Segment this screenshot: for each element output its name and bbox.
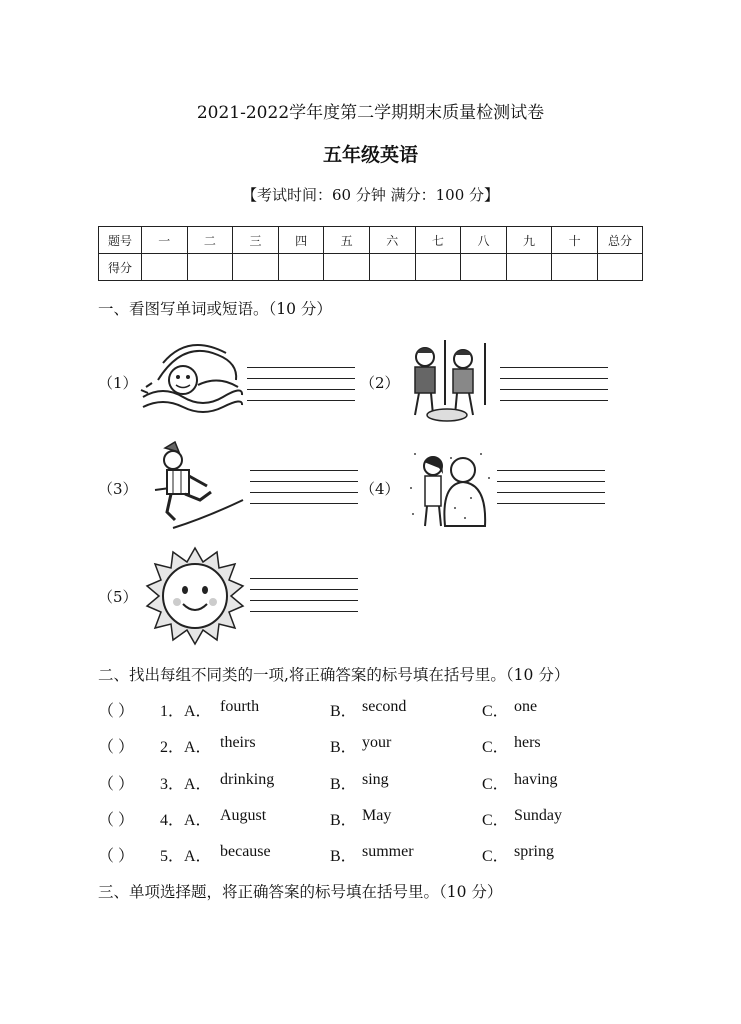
option-b: sing bbox=[362, 771, 389, 788]
exam-title: 2021-2022学年度第二学期期末质量检测试卷 bbox=[196, 103, 545, 123]
score-input-cell[interactable] bbox=[598, 254, 643, 281]
option-c: spring bbox=[514, 843, 554, 860]
item-label: （4） bbox=[360, 480, 400, 498]
option-b: summer bbox=[362, 843, 414, 860]
question-number: 4．A． bbox=[160, 812, 212, 829]
option-b-label: B． bbox=[330, 739, 357, 756]
sun-picture bbox=[145, 546, 245, 646]
score-cell: 七 bbox=[415, 227, 461, 254]
option-b: May bbox=[362, 807, 392, 824]
option-c-label: C． bbox=[482, 776, 509, 793]
answer-lines[interactable] bbox=[497, 470, 605, 514]
option-c: Sunday bbox=[514, 807, 562, 824]
item-label: （1） bbox=[98, 374, 138, 392]
option-c-label: C． bbox=[482, 848, 509, 865]
option-a: theirs bbox=[220, 734, 256, 751]
exam-subtitle: 五年级英语 bbox=[322, 144, 418, 166]
answer-bracket[interactable]: （ ） bbox=[98, 739, 135, 756]
score-table-header-row bbox=[99, 227, 643, 254]
score-cell: 十 bbox=[552, 227, 598, 254]
option-c: having bbox=[514, 771, 558, 788]
option-a: August bbox=[220, 807, 267, 824]
score-cell: 题号 bbox=[99, 227, 142, 254]
score-input-cell[interactable] bbox=[415, 254, 461, 281]
score-cell: 八 bbox=[461, 227, 507, 254]
section3-heading: 三、单项选择题，将正确答案的标号填在括号里。（10 分） bbox=[98, 883, 503, 901]
answer-bracket[interactable]: （ ） bbox=[98, 776, 135, 793]
score-cell: 得分 bbox=[99, 254, 142, 281]
option-c-label: C． bbox=[482, 812, 509, 829]
planting-trees-picture bbox=[405, 335, 493, 427]
answer-bracket[interactable]: （ ） bbox=[98, 703, 135, 720]
score-cell: 三 bbox=[233, 227, 279, 254]
score-input-cell[interactable] bbox=[278, 254, 324, 281]
item-label: （3） bbox=[98, 480, 138, 498]
snowman-picture bbox=[405, 448, 493, 530]
score-cell: 总分 bbox=[598, 227, 643, 254]
question-number: 3．A． bbox=[160, 776, 212, 793]
answer-lines[interactable] bbox=[250, 578, 358, 622]
score-input-cell[interactable] bbox=[142, 254, 188, 281]
score-input-cell[interactable] bbox=[552, 254, 598, 281]
option-b: your bbox=[362, 734, 392, 751]
score-input-cell[interactable] bbox=[187, 254, 233, 281]
score-input-cell[interactable] bbox=[324, 254, 370, 281]
score-table bbox=[98, 226, 643, 281]
score-cell: 五 bbox=[324, 227, 370, 254]
option-c: hers bbox=[514, 734, 541, 751]
option-b-label: B． bbox=[330, 812, 357, 829]
score-cell: 二 bbox=[187, 227, 233, 254]
option-b-label: B． bbox=[330, 776, 357, 793]
option-a: because bbox=[220, 843, 271, 860]
score-input-cell[interactable] bbox=[461, 254, 507, 281]
answer-lines[interactable] bbox=[250, 470, 358, 514]
score-table-score-row bbox=[99, 254, 643, 281]
skating-picture bbox=[145, 440, 245, 530]
score-cell: 四 bbox=[278, 227, 324, 254]
section2-heading: 二、找出每组不同类的一项,将正确答案的标号填在括号里。（10 分） bbox=[98, 666, 570, 684]
score-cell: 六 bbox=[369, 227, 415, 254]
item-label: （5） bbox=[98, 588, 138, 606]
option-c: one bbox=[514, 698, 538, 715]
option-b-label: B． bbox=[330, 848, 357, 865]
option-b: second bbox=[362, 698, 407, 715]
answer-lines[interactable] bbox=[500, 367, 608, 411]
section1-heading: 一、看图写单词或短语。（10 分） bbox=[98, 300, 332, 318]
item-label: （2） bbox=[360, 374, 400, 392]
option-b-label: B． bbox=[330, 703, 357, 720]
option-c-label: C． bbox=[482, 739, 509, 756]
question-number: 2．A． bbox=[160, 739, 212, 756]
score-cell: 九 bbox=[506, 227, 552, 254]
option-a: drinking bbox=[220, 771, 275, 788]
answer-lines[interactable] bbox=[247, 367, 355, 411]
score-input-cell[interactable] bbox=[233, 254, 279, 281]
question-number: 5．A． bbox=[160, 848, 212, 865]
exam-info: 【考试时间：60 分钟 满分：100 分】 bbox=[241, 186, 500, 204]
swimming-picture bbox=[138, 335, 244, 415]
answer-bracket[interactable]: （ ） bbox=[98, 848, 135, 865]
answer-bracket[interactable]: （ ） bbox=[98, 812, 135, 829]
option-a: fourth bbox=[220, 698, 260, 715]
score-input-cell[interactable] bbox=[369, 254, 415, 281]
score-input-cell[interactable] bbox=[506, 254, 552, 281]
option-c-label: C． bbox=[482, 703, 509, 720]
question-number: 1．A． bbox=[160, 703, 212, 720]
score-cell: 一 bbox=[142, 227, 188, 254]
